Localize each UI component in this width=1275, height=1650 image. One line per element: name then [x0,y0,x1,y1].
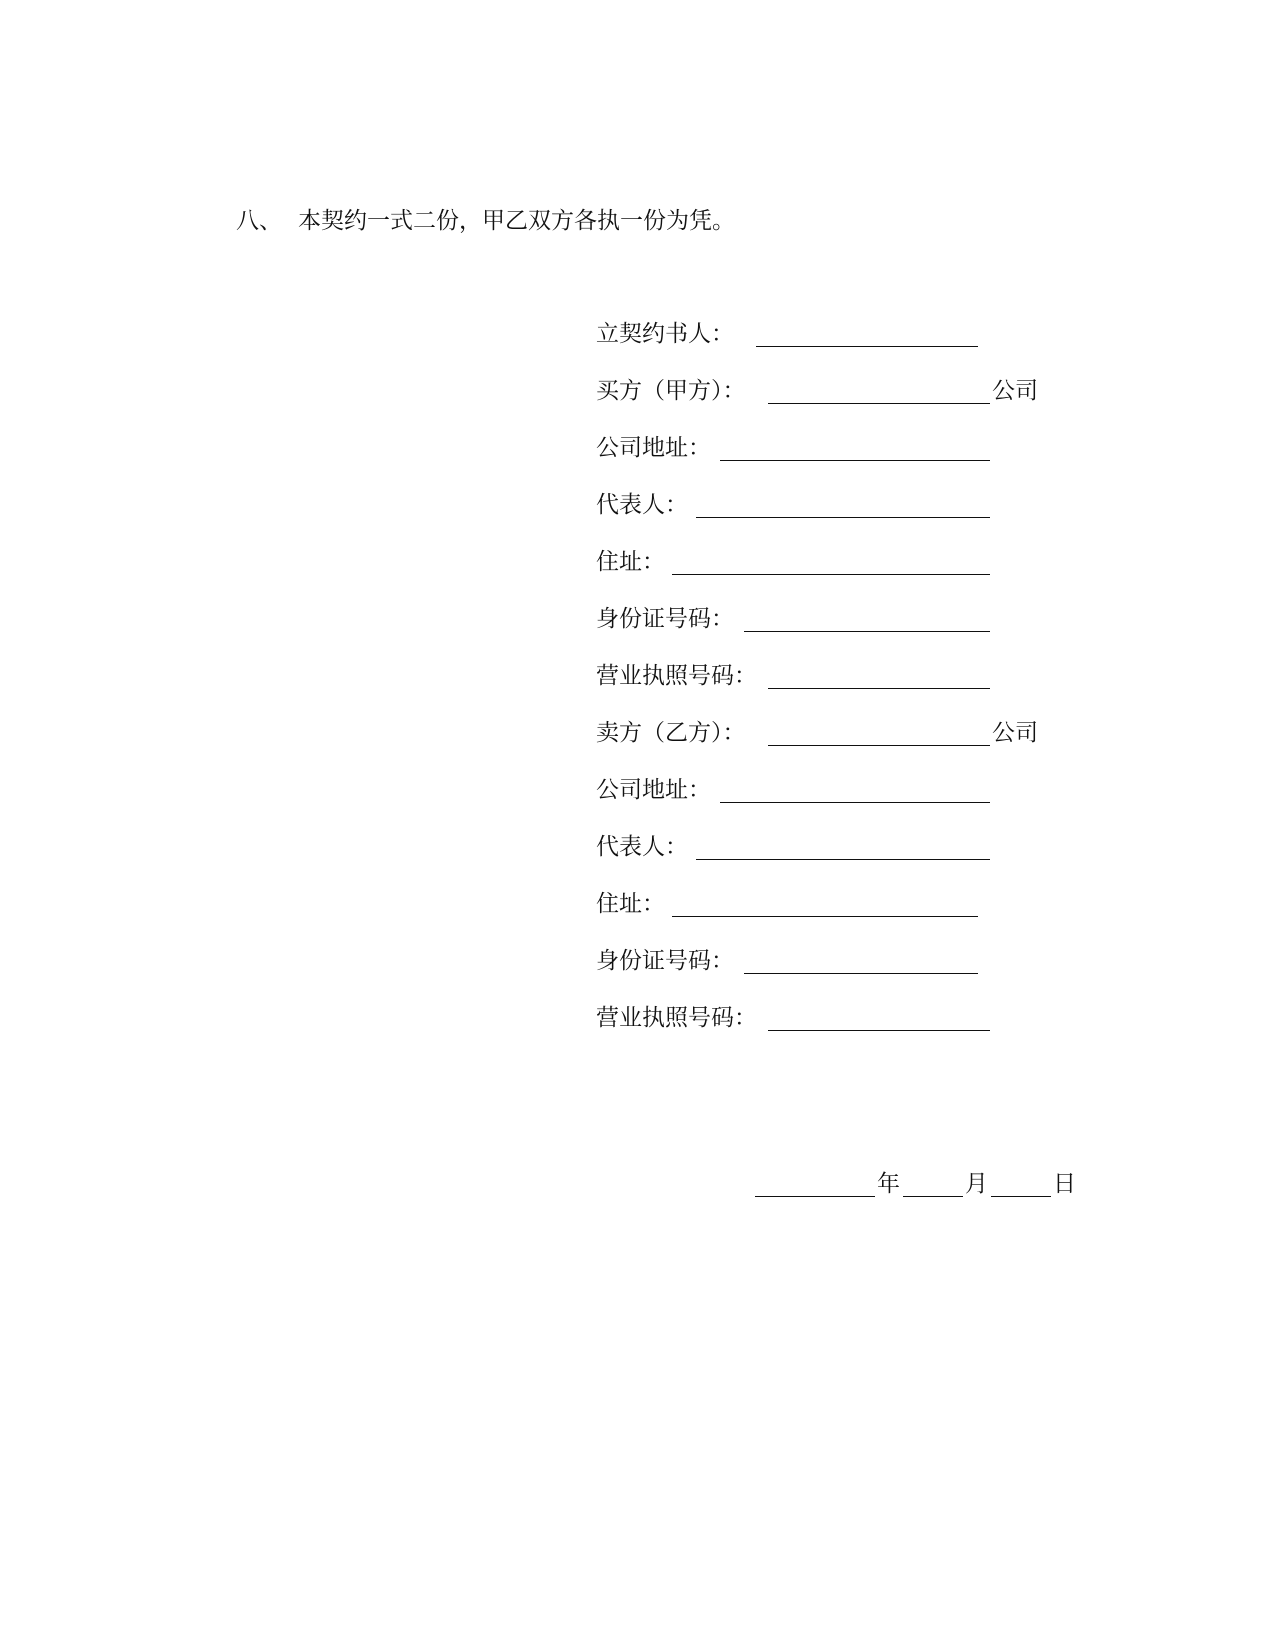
buyer-residence-blank[interactable] [672,574,990,575]
buyer-residence-row [596,546,1096,603]
seller-party-row [596,717,1096,774]
buyer-license-label: 营业执照号码： [596,663,757,689]
clause-number: 八、 [236,208,282,234]
buyer-id-row [596,603,1096,660]
seller-address-label: 公司地址： [596,777,711,803]
signer-blank[interactable] [756,346,978,347]
clause-eight [236,205,735,237]
buyer-company-suffix: 公司 [992,378,1038,404]
buyer-address-label: 公司地址： [596,435,711,461]
seller-license-row [596,1002,1096,1059]
seller-license-blank[interactable] [768,1030,990,1031]
buyer-company-blank[interactable] [768,403,990,404]
day-label: 日 [1053,1171,1076,1197]
buyer-address-row [596,432,1096,489]
seller-license-label: 营业执照号码： [596,1005,757,1031]
seller-address-row [596,774,1096,831]
year-label: 年 [877,1171,900,1197]
seller-residence-row [596,888,1096,945]
seller-representative-row [596,831,1096,888]
month-label: 月 [965,1171,988,1197]
buyer-license-blank[interactable] [768,688,990,689]
month-blank[interactable] [903,1196,963,1197]
seller-id-row [596,945,1096,1002]
day-blank[interactable] [991,1196,1051,1197]
clause-text: 本契约一式二份，甲乙双方各执一份为凭。 [298,208,735,234]
buyer-representative-row [596,489,1096,546]
buyer-party-label: 买方（甲方）： [596,378,746,404]
signer-label: 立契约书人： [596,321,734,347]
buyer-license-row [596,660,1096,717]
seller-residence-blank[interactable] [672,916,978,917]
seller-representative-label: 代表人： [596,834,688,860]
signer-row [596,318,1096,375]
seller-company-blank[interactable] [768,745,990,746]
buyer-representative-label: 代表人： [596,492,688,518]
buyer-representative-blank[interactable] [696,517,990,518]
signature-block [596,318,1096,1059]
buyer-party-row [596,375,1096,432]
seller-company-suffix: 公司 [992,720,1038,746]
seller-id-label: 身份证号码： [596,948,734,974]
buyer-residence-label: 住址： [596,549,665,575]
seller-party-label: 卖方（乙方）： [596,720,746,746]
seller-representative-blank[interactable] [696,859,990,860]
year-blank[interactable] [755,1196,875,1197]
seller-residence-label: 住址： [596,891,665,917]
seller-id-blank[interactable] [744,973,978,974]
date-line [755,1168,1085,1208]
buyer-address-blank[interactable] [720,460,990,461]
buyer-id-label: 身份证号码： [596,606,734,632]
buyer-id-blank[interactable] [744,631,990,632]
seller-address-blank[interactable] [720,802,990,803]
